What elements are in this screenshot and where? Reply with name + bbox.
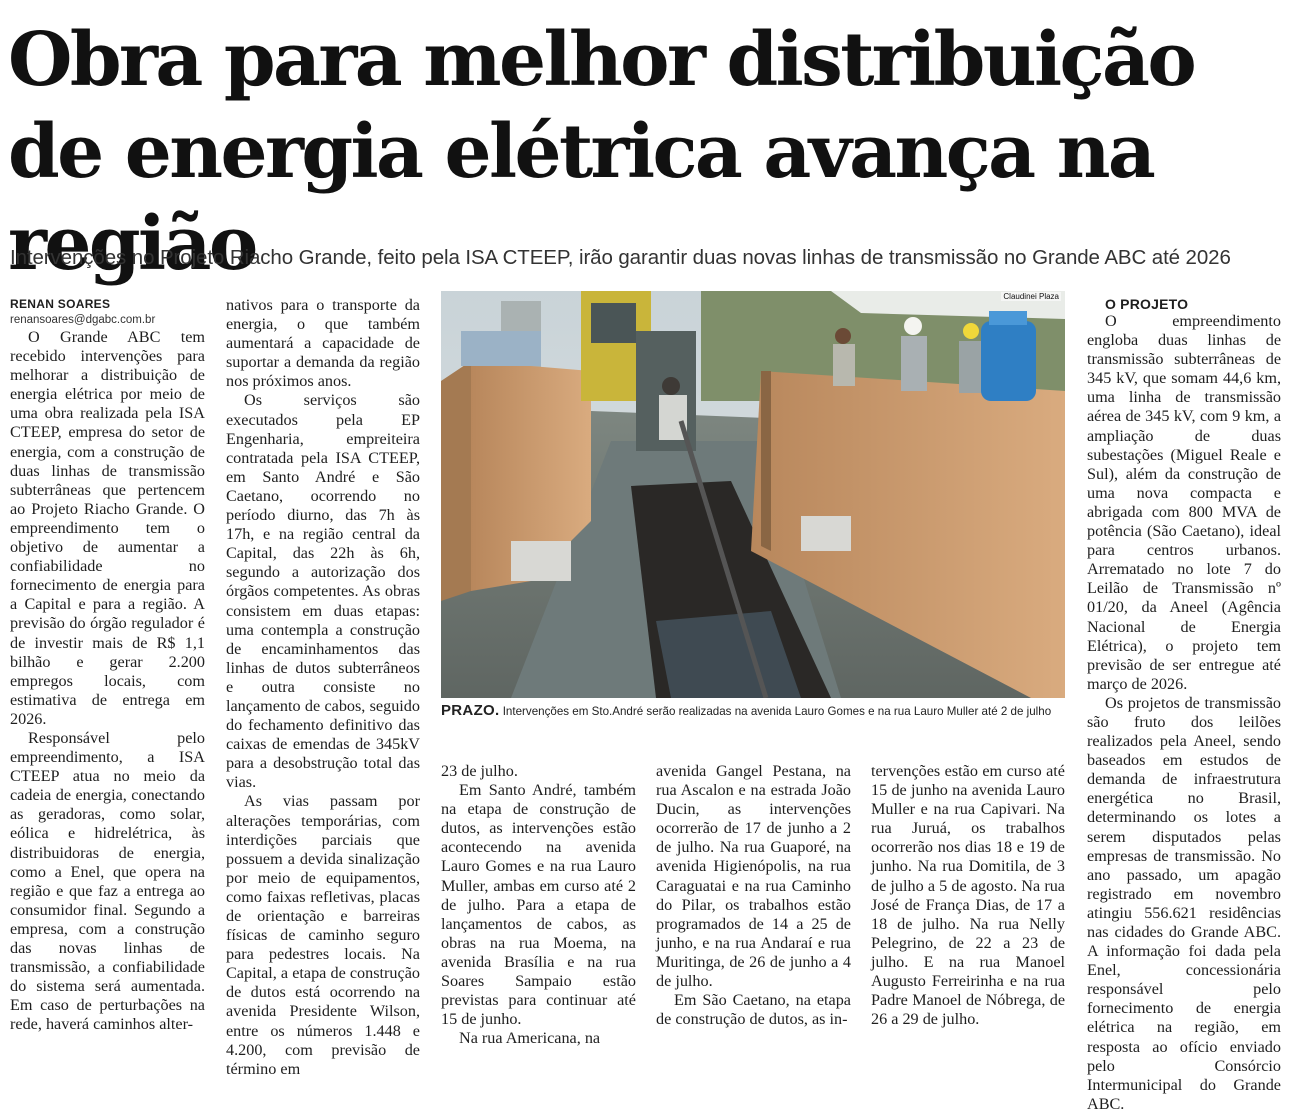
sidebar-o-projeto (1087, 296, 1281, 1114)
paragraph: O empreendimento engloba duas linhas de transmissão subterrâneas de 345 kV, que somam 44,6 km, uma linha de transmissão aérea de 345 kV, com 9 km, a ampliação de duas subestações (Miguel Reale e Sul), além da construção de uma nova compacta e abrigada com 800 MVA de potência (São Caetano), ideal para centros urbanos. Arrematado no lote 7 do Leilão de Transmissão nº 01/20, da Aneel (Agência Nacional de Energia Elétrica), o projeto tem previsão de ser entregue até março de 2026. (1087, 312, 1281, 693)
paragraph: Os projetos de transmissão são fruto dos leilões realizados pela Aneel, sendo baseados em estudos de demanda de infraestrutura energética no Brasil, determinando os lotes a serem disputados pelas empresas de transmissão. No ano passado, um apagão registrado em novembro atingiu 556.621 residências nas cidades do Grande ABC. A informação foi dada pela Enel, concessionária responsável pelo fornecimento de energia elétrica na região, em resposta ao ofício enviado pelo Consórcio Intermunicipal do Grande ABC. (1087, 693, 1281, 1113)
photo-credit: Claudinei Plaza (1003, 292, 1059, 301)
construction-photo-image (441, 291, 1065, 698)
paragraph: Os serviços são executados pela EP Engenharia, empreiteira contratada pela ISA CTEEP, em Santo André e São Caetano, ocorrendo no período diurno, das 7h às 17h, e na região central da Capital, das 22h às 6h, segundo a autorização dos órgãos competentes. As obras consistem em duas etapas: uma contempla a construção de encaminhamentos das linhas de dutos subterrâneos e outra consiste no lançamento de cabos, seguido do fechamento definitivo das caixas de emendas de 345kV para a desobstrução total das vias. (226, 391, 420, 792)
article-column-1 (10, 296, 205, 1034)
photo-caption (441, 702, 1071, 719)
author-email[interactable]: renansoares@dgabc.com.br (10, 314, 156, 326)
paragraph: 23 de julho. (441, 762, 518, 780)
paragraph: tervenções estão em curso até 15 de junho na avenida Lauro Muller e na rua Capivari. Na rua Juruá, os trabalhos ocorrerão nos dias 18 e 19 de junho. Na rua Domitila, de 3 de julho a 5 de agosto. Na rua José de França Dias, de 17 a 18 de julho. Na rua Nelly Pelegrino, de 22 a 23 de julho. E na rua Manoel Augusto Ferreirinha e na rua Padre Manoel de Nóbrega, de 26 a 29 de julho. (871, 762, 1065, 1029)
paragraph: Em São Caetano, na etapa de construção de dutos, as in- (656, 991, 851, 1029)
construction-photo (441, 291, 1065, 698)
paragraph: Em Santo André, também na etapa de construção de dutos, as intervenções estão acontecendo na avenida Lauro Gomes e na rua Lauro Muller, ambas em curso até 2 de julho. Para a etapa de lançamentos de cabos, as obras na rua Moema, na avenida Brasília e na rua Soares Sampaio estão previstas para continuar até 15 de junho. (441, 781, 636, 1029)
article-column-2 (226, 296, 420, 1079)
paragraph: nativos para o transporte da energia, o que também aumentará a capacidade de suportar a demanda da região nos próximos anos. (226, 296, 420, 391)
paragraph: avenida Gangel Pestana, na rua Ascalon e na estrada João Ducin, as intervenções ocorrerão de 17 de junho a 2 de julho. Na rua Guaporé, na avenida Higienópolis, na rua Caraguatai e na rua Caminho do Pilar, os trabalhos estão programados de 14 a 25 de junho, e na rua Andaraí e rua Muritinga, de 26 de junho a 4 de julho. (656, 762, 851, 991)
article-column-4 (656, 762, 851, 1029)
article-column-5 (871, 762, 1065, 1029)
paragraph: Responsável pelo empreendimento, a ISA CTEEP atua no meio da cadeia de energia, conectando as geradoras, como solar, eólica e hidrelétrica, às distribuidoras de energia, como a Enel, que opera na região e que faz a entrega ao consumidor final. Segundo a empresa, com a construção das novas linhas de transmissão, a confiabilidade do sistema será aumentada. Em caso de perturbações na rede, haverá caminhos alter- (10, 728, 205, 1034)
article-column-3 (441, 762, 636, 1048)
subheadline: Intervenções no Projeto Riacho Grande, feito pela ISA CTEEP, irão garantir duas novas linhas de transmissão no Grande ABC até 2026 (10, 246, 1231, 269)
sidebar-title: O PROJETO (1105, 296, 1189, 312)
caption-text: Intervenções em Sto.André serão realizadas na avenida Lauro Gomes e na rua Lauro Muller até 2 de julho (502, 705, 1052, 718)
paragraph: Na rua Americana, na (459, 1029, 601, 1048)
author-name: RENAN SOARES (10, 297, 111, 311)
headline: Obra para melhor distribuição de energia elétrica avança na região (8, 17, 1195, 287)
paragraph: As vias passam por alterações temporárias, com interdições parciais que possuem a devida sinalização por meio de equipamentos, como faixas refletivas, placas de orientação e barreiras físicas de caminho seguro para pedestres locais. Na Capital, a etapa de construção de dutos está ocorrendo na avenida Presidente Wilson, entre os números 1.448 e 4.200, com previsão de término em (226, 792, 420, 1078)
caption-lead: PRAZO. (441, 702, 500, 719)
paragraph: O Grande ABC tem recebido intervenções para melhorar a distribuição de energia elétrica por meio de uma obra realizada pela ISA CTEEP, empresa do setor de energia, com a construção de duas linhas de transmissão subterrâneas que pertencem ao Projeto Riacho Grande. O empreendimento tem o objetivo de aumentar a confiabilidade no fornecimento de energia para a Capital e para a região. A previsão do órgão regulador é de investir mais de R$ 1,1 bilhão e gerar 2.200 empregos locais, com estimativa de entrega em 2026. (10, 328, 205, 728)
